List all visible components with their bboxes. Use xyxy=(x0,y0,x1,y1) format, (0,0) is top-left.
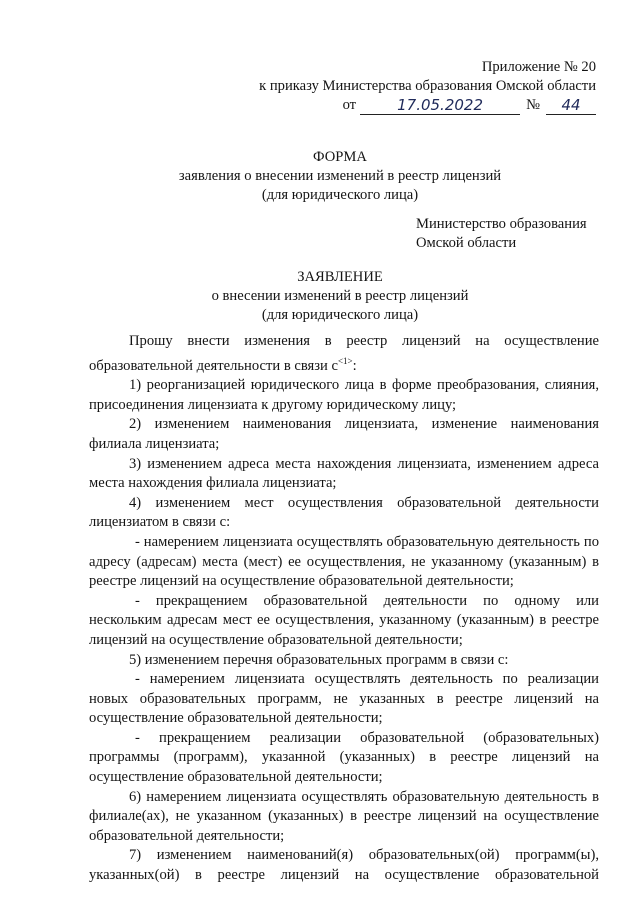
order-reference: к приказу Министерства образования Омской области xyxy=(259,78,596,94)
item-4-sub-1: - намерением лицензиата осуществлять образовательную деятельность по адресу (адресам) места (мест) ее осуществления, не указанному (указанным) в реестре лицензий на осуществление образовательной деятельности; xyxy=(89,533,599,590)
item-6: 6) намерением лицензиата осуществлять образовательную деятельность в филиале(ах), не указанном (указанных) в реестре лицензий на осуществление образовательной деятельности; xyxy=(89,788,599,844)
item-2: 2) изменением наименования лицензиата, изменение наименования филиала лицензиата; xyxy=(89,416,599,452)
appendix-number: Приложение № 20 xyxy=(481,59,596,75)
item-4: 4) изменением мест осуществления образовательной деятельности лицензиатом в связи с: xyxy=(89,494,599,531)
order-date-row xyxy=(196,96,596,115)
form-title xyxy=(0,148,640,205)
item-3: 3) изменением адреса места нахождения лицензиата, изменением адреса места нахождения филиала лицензиата; xyxy=(89,455,599,492)
footnote-mark: <1> xyxy=(337,355,353,366)
form-subheading: заявления о внесении изменений в реестр лицензий xyxy=(178,168,502,184)
item-5-sub-1: - намерением лицензиата осуществлять деятельность по реализации новых образовательных программ, не указанных в реестре лицензий на осуществление образовательной деятельности; xyxy=(89,671,599,727)
item-1: 1) реорганизацией юридического лица в форме преобразования, слияния, присоединения лицензиата к другому юридическому лицу; xyxy=(89,377,599,413)
intro-paragraph xyxy=(89,332,599,376)
statement-body xyxy=(89,332,599,886)
intro-text: Прошу внести изменения в реестр лицензий на осуществление образовательной деятельности в связи с xyxy=(89,333,599,374)
from-label: от xyxy=(342,97,357,113)
number-label: № xyxy=(526,97,540,113)
item-5-sub-2: - прекращением реализации образовательной (образовательных) программы (программ), указанной (указанных) в реестре лицензий на осуществление образовательной деятельности; xyxy=(89,729,599,786)
intro-end: : xyxy=(352,357,357,374)
item-7: 7) изменением наименований(я) образовательных(ой) программ(ы), указанных(ой) в реестре лицензий на осуществление образовательной xyxy=(89,847,599,884)
statement-subheading: о внесении изменений в реестр лицензий xyxy=(211,288,469,304)
item-4-sub-2: - прекращением образовательной деятельности по одному или нескольким адресам мест ее осуществления, указанному (указанным) в реестре лицензий на осуществление образовательной деятельности; xyxy=(89,592,599,648)
addressee-line-2: Омской области xyxy=(416,235,517,251)
addressee xyxy=(416,215,587,253)
form-heading: ФОРМА xyxy=(313,149,367,165)
handwritten-date: 17.05.2022 xyxy=(360,97,520,115)
handwritten-number: 44 xyxy=(546,97,596,115)
statement-heading: ЗАЯВЛЕНИЕ xyxy=(297,269,383,285)
item-5: 5) изменением перечня образовательных программ в связи с: xyxy=(129,651,509,668)
statement-subheading-2: (для юридического лица) xyxy=(261,307,419,323)
addressee-line-1: Министерство образования xyxy=(416,216,587,232)
form-subheading-2: (для юридического лица) xyxy=(261,187,419,203)
statement-title xyxy=(0,268,640,325)
appendix-header xyxy=(196,58,596,115)
